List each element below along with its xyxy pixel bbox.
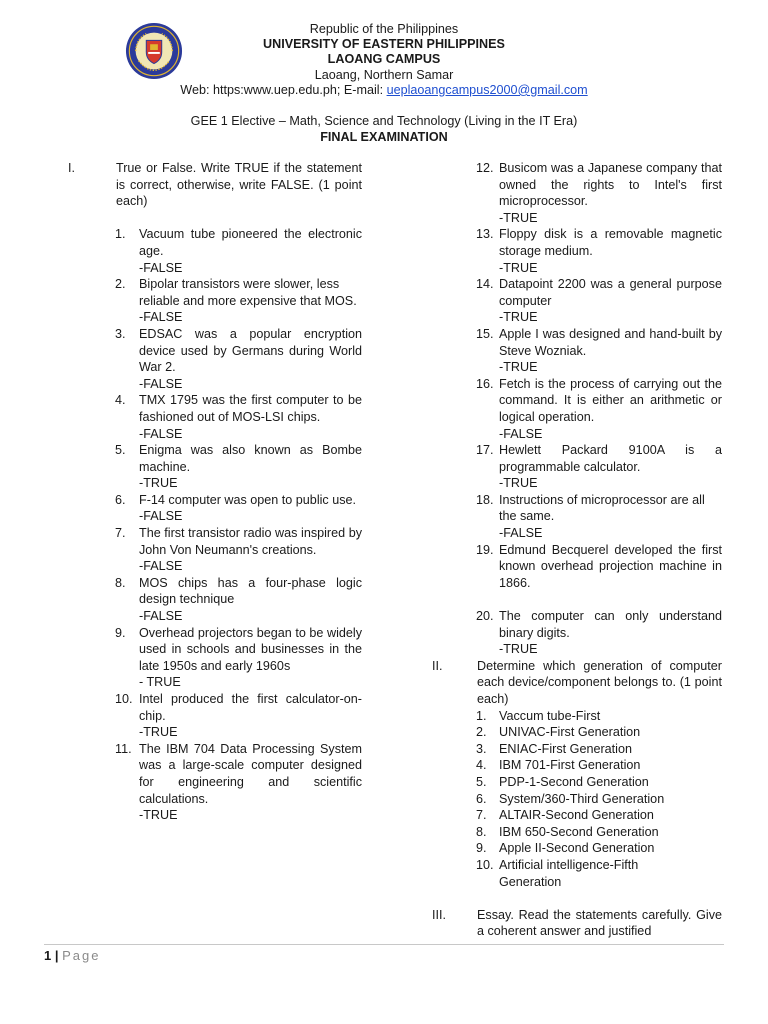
item-number: 11.	[115, 741, 132, 756]
footer-separator: |	[51, 948, 63, 963]
item-number: 5.	[476, 774, 487, 789]
item-number: 6.	[115, 492, 126, 507]
list-item	[68, 575, 362, 625]
contact-line	[0, 83, 768, 98]
true-false-list-right	[432, 160, 722, 658]
true-false-list-left	[68, 226, 362, 823]
item-number: 4.	[476, 758, 487, 773]
list-item	[432, 807, 722, 824]
list-item	[432, 840, 722, 857]
item-number: 1.	[115, 227, 126, 242]
item-answer: -FALSE	[499, 526, 543, 541]
list-item	[68, 226, 362, 276]
exam-title: FINAL EXAMINATION	[320, 129, 448, 144]
item-number: 2.	[476, 725, 487, 740]
item-answer: -TRUE	[499, 310, 538, 325]
item-number: 6.	[476, 791, 487, 806]
university-name: UNIVERSITY OF EASTERN PHILIPPINES	[263, 37, 505, 52]
email-link[interactable]: ueplaoangcampus2000@gmail.com	[386, 82, 588, 97]
item-text: Enigma was also known as Bombe machine.	[139, 443, 362, 474]
item-text: Apple I was designed and hand-built by Steve Wozniak.	[499, 326, 722, 358]
list-item	[68, 741, 362, 824]
list-item	[432, 757, 722, 774]
item-text: EDSAC was a popular encryption device used by Germans during World War 2.	[139, 326, 362, 375]
item-text: Artificial intelligence-Fifth Generation	[499, 857, 639, 889]
list-item	[432, 708, 722, 725]
item-number: 4.	[115, 393, 126, 408]
item-text: Vaccum tube-First	[499, 708, 601, 723]
list-item	[68, 276, 362, 326]
item-text: Overhead projectors began to be widely used in schools and businesses in the late 1950s and early 1960s	[139, 625, 362, 673]
subject-title: GEE 1 Elective – Math, Science and Technology (Living in the IT Era)	[190, 114, 578, 128]
page-label: Page	[62, 948, 101, 963]
exam-heading	[0, 114, 768, 145]
item-text: Floppy disk is a removable magnetic storage medium.	[499, 227, 722, 258]
list-item	[432, 608, 722, 658]
list-item	[68, 326, 362, 392]
item-number: 2.	[115, 277, 126, 292]
item-text: UNIVAC-First Generation	[499, 725, 641, 740]
item-number: 7.	[476, 808, 487, 823]
list-item	[68, 492, 362, 525]
item-text: The first transistor radio was inspired by John Von Neumann's creations.	[139, 526, 362, 557]
item-number: 10.	[476, 857, 494, 872]
item-answer: -TRUE	[139, 808, 178, 823]
list-item	[68, 442, 362, 492]
campus-location: Laoang, Northern Samar	[314, 67, 454, 82]
list-item	[432, 442, 722, 492]
part2-numeral: II.	[432, 658, 443, 673]
item-number: 17.	[476, 443, 494, 458]
spacer	[432, 591, 722, 608]
item-text: Hewlett Packard 9100A is a programmable calculator.	[499, 443, 722, 474]
item-number: 10.	[115, 692, 133, 706]
list-item	[68, 625, 362, 691]
item-answer: -TRUE	[499, 476, 538, 491]
item-text: The IBM 704 Data Processing System was a large-scale computer designed for engineering and scientific calculations.	[139, 741, 362, 806]
list-item	[68, 525, 362, 575]
item-number: 8.	[115, 575, 126, 590]
campus-name: LAOANG CAMPUS	[327, 52, 441, 67]
list-item	[432, 492, 722, 542]
page-number: 1	[44, 948, 52, 963]
part3-numeral: III.	[432, 907, 446, 922]
list-item	[432, 376, 722, 442]
list-item	[432, 741, 722, 758]
part1-numeral: I.	[68, 161, 75, 175]
item-number: 3.	[476, 741, 487, 756]
item-number: 1.	[476, 708, 487, 723]
item-number: 15.	[476, 326, 494, 341]
letterhead	[0, 22, 768, 98]
item-answer: -TRUE	[499, 260, 538, 275]
item-text: IBM 650-Second Generation	[499, 824, 659, 839]
list-item	[432, 857, 669, 890]
list-item	[68, 392, 362, 442]
item-text: IBM 701-First Generation	[499, 758, 641, 773]
item-text: Datapoint 2200 was a general purpose computer	[499, 277, 722, 308]
part1-instruction-text: True or False. Write TRUE if the statement is correct, otherwise, write FALSE. (1 point each)	[116, 161, 362, 209]
part3-instructions	[432, 907, 722, 940]
item-number: 20.	[476, 609, 494, 624]
list-item	[432, 160, 722, 226]
list-item	[432, 774, 722, 791]
list-item	[432, 791, 722, 808]
right-column	[432, 160, 722, 940]
item-text: PDP-1-Second Generation	[499, 774, 649, 789]
left-column	[68, 160, 362, 824]
item-text: Vacuum tube pioneered the electronic age.	[139, 227, 362, 258]
item-text: ENIAC-First Generation	[499, 741, 632, 756]
item-number: 3.	[115, 326, 126, 341]
list-item	[68, 691, 362, 741]
item-text: Busicom was a Japanese company that owned the rights to Intel's first microprocessor.	[499, 161, 722, 209]
item-answer: -FALSE	[139, 609, 183, 624]
part2-instructions	[432, 658, 722, 708]
list-item	[432, 824, 722, 841]
item-answer: -FALSE	[499, 426, 543, 441]
item-answer: -TRUE	[139, 476, 178, 491]
item-answer: -FALSE	[139, 310, 183, 325]
item-text: Intel produced the first calculator-on-chip.	[139, 692, 362, 723]
part3-instruction-text: Essay. Read the statements carefully. Give a coherent answer and justified	[477, 907, 722, 939]
list-item	[432, 326, 722, 376]
item-answer: -TRUE	[499, 360, 538, 375]
item-answer: -FALSE	[139, 559, 183, 574]
item-number: 8.	[476, 824, 487, 839]
footer-divider	[44, 944, 724, 945]
web-address: Web: https:www.uep.edu.ph; E-mail:	[180, 82, 387, 97]
item-text: Instructions of microprocessor are all the same.	[499, 492, 705, 524]
list-item	[432, 276, 722, 326]
item-number: 19.	[476, 542, 494, 557]
item-text: F-14 computer was open to public use.	[139, 492, 357, 507]
item-answer: -FALSE	[139, 509, 183, 524]
item-answer: -TRUE	[499, 642, 538, 657]
item-text: TMX 1795 was the first computer to be fashioned out of MOS-LSI chips.	[139, 393, 362, 424]
list-item	[432, 542, 722, 592]
item-answer: -FALSE	[139, 260, 183, 275]
item-number: 16.	[476, 376, 494, 391]
item-number: 13.	[476, 227, 494, 242]
page-footer	[44, 948, 100, 963]
item-number: 12.	[476, 161, 494, 175]
item-text: MOS chips has a four-phase logic design technique	[139, 575, 362, 607]
item-answer: -TRUE	[139, 725, 178, 740]
item-number: 9.	[115, 625, 126, 640]
item-answer: -TRUE	[499, 210, 538, 225]
item-number: 9.	[476, 841, 487, 856]
republic-line: Republic of the Philippines	[309, 22, 459, 36]
part1-instructions	[68, 160, 362, 210]
list-item	[432, 724, 722, 741]
item-number: 14.	[476, 277, 494, 292]
item-number: 18.	[476, 492, 494, 507]
item-text: Edmund Becquerel developed the first known overhead projection machine in 1866.	[499, 542, 722, 590]
generation-list	[432, 708, 722, 891]
item-text: The computer can only understand binary digits.	[499, 609, 722, 640]
item-number: 7.	[115, 526, 126, 541]
item-text: Fetch is the process of carrying out the command. It is either an arithmetic or logical operation.	[499, 376, 722, 424]
item-text: System/360-Third Generation	[499, 791, 665, 806]
item-answer: - TRUE	[139, 675, 181, 690]
list-item	[432, 226, 722, 276]
item-text: Bipolar transistors were slower, less reliable and more expensive that MOS.	[139, 277, 357, 308]
item-text: ALTAIR-Second Generation	[499, 808, 654, 823]
item-answer: -FALSE	[139, 426, 183, 441]
item-text: Apple II-Second Generation	[499, 841, 655, 856]
item-answer: -FALSE	[139, 376, 183, 391]
part2-instruction-text: Determine which generation of computer each device/component belongs to. (1 point each)	[477, 658, 722, 706]
item-number: 5.	[115, 443, 126, 458]
